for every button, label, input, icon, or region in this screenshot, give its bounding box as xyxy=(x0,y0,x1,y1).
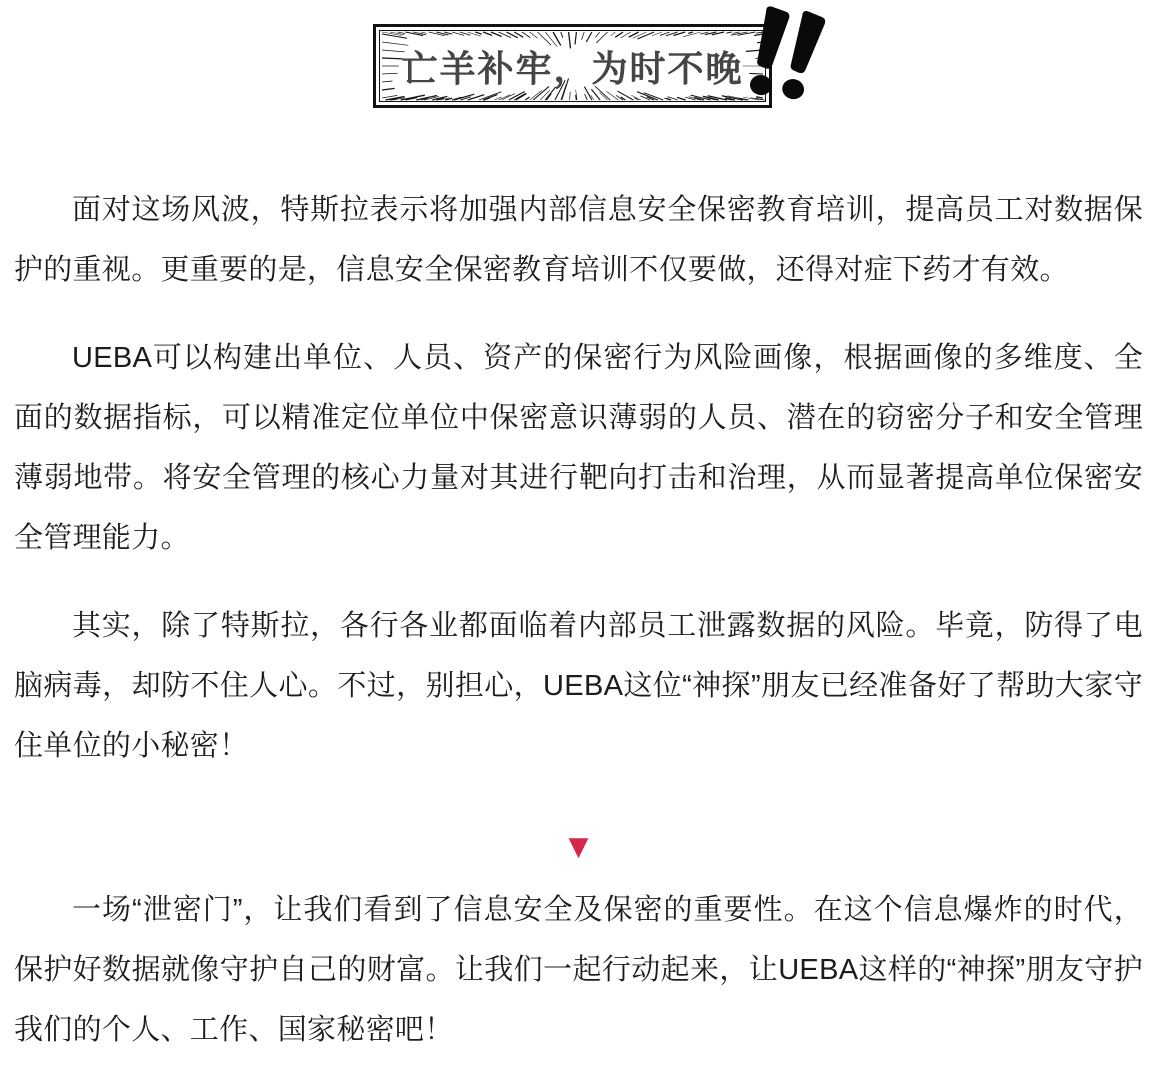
paragraph-2: UEBA可以构建出单位、人员、资产的保密行为风险画像，根据画像的多维度、全面的数据指标，可以精准定位单位中保密意识薄弱的人员、潜在的窃密分子和安全管理薄弱地带。将安全管理的核心力量对其进行靶向打击和治理，从而显著提高单位保密安全管理能力。 xyxy=(14,342,1143,554)
closing-paragraph: 一场“泄密门”，让我们看到了信息安全及保密的重要性。在这个信息爆炸的时代，保护好数据就像守护自己的财富。让我们一起行动起来，让UEBA这样的“神探”朋友守护我们的个人、工作、国家秘密吧！ xyxy=(14,894,1143,1046)
down-triangle-icon: ▼ xyxy=(568,832,589,862)
paragraph-3: 其实，除了特斯拉，各行各业都面临着内部员工泄露数据的风险。毕竟，防得了电脑病毒，却防不住人心。不过，别担心，UEBA这位“神探”朋友已经准备好了帮助大家守住单位的小秘密！ xyxy=(14,610,1143,762)
banner-title: 亡羊补牢，为时不晚 xyxy=(401,47,744,89)
banner-frame xyxy=(373,24,772,108)
article-body xyxy=(0,126,1163,1060)
paragraph-1: 面对这场风波，特斯拉表示将加强内部信息安全保密教育培训，提高员工对数据保护的重视。更重要的是，信息安全保密教育培训不仅要做，还得对症下药才有效。 xyxy=(14,194,1143,286)
section-divider xyxy=(14,832,1143,862)
header-banner xyxy=(0,0,1163,126)
double-exclamation-icon xyxy=(748,6,832,108)
